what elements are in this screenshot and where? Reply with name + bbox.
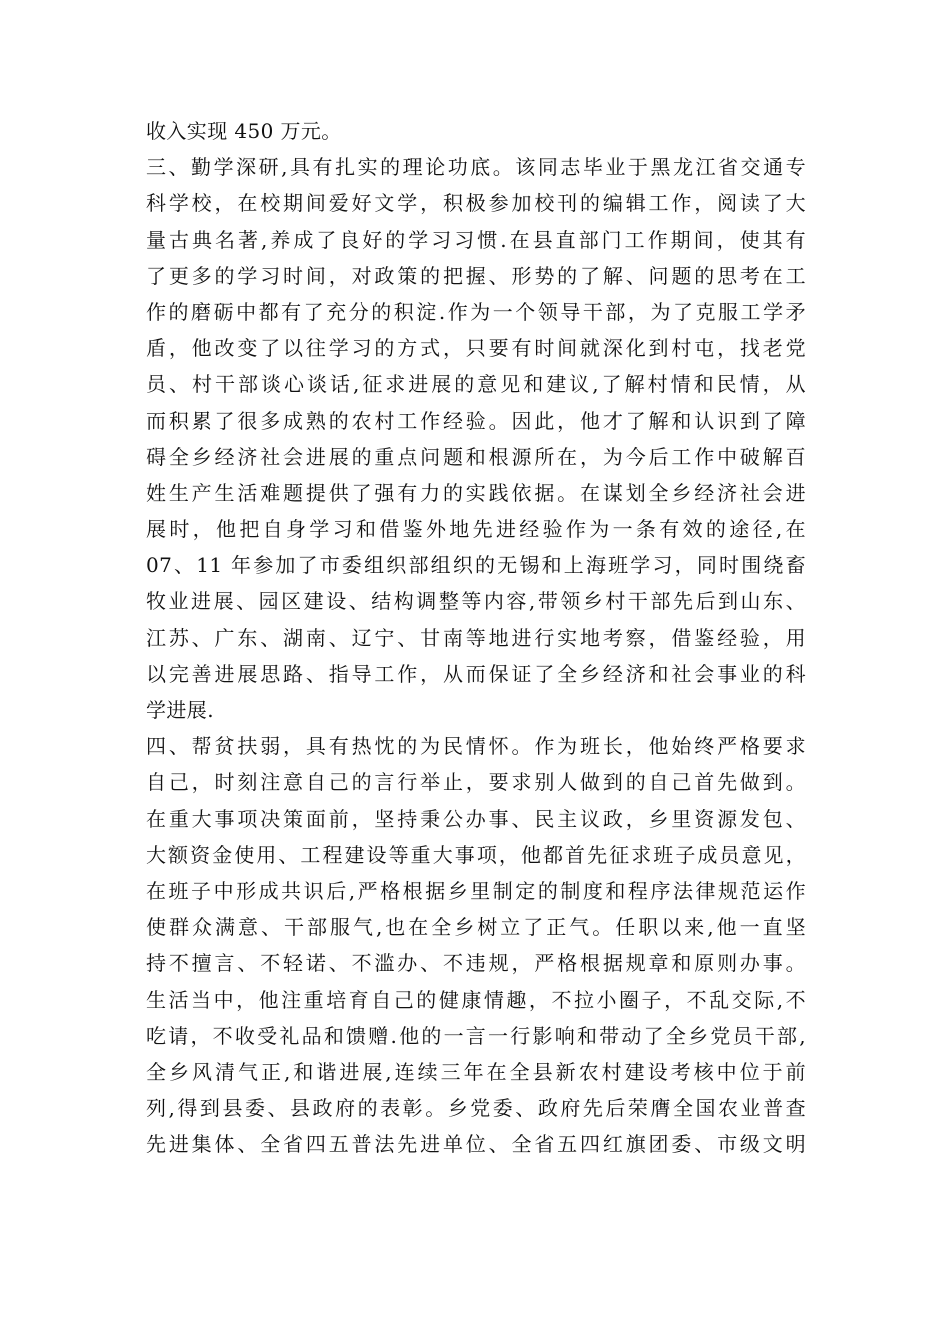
text-line-18: 四、帮贫扶弱，具有热忱的为民情怀。作为班长，他始终严格要求: [146, 734, 806, 759]
text-line-19: 自己，时刻注意自己的言行举止，要求别人做到的自己首先做到。: [146, 770, 806, 795]
text-line-25: 生活当中，他注重培育自己的健康情趣，不拉小圈子，不乱交际,不: [146, 987, 806, 1012]
text-line-3: 科学校，在校期间爱好文学，积极参加校刊的编辑工作，阅读了大: [146, 191, 806, 216]
text-line-24: 持不擅言、不轻诺、不滥办、不违规，严格根据规章和原则办事。: [146, 951, 806, 976]
text-line-9: 而积累了很多成熟的农村工作经验。因此，他才了解和认识到了障: [146, 408, 806, 433]
text-line-27: 全乡风清气正,和谐进展,连续三年在全县新农村建设考核中位于前: [146, 1059, 806, 1084]
text-line-2: 三、勤学深研,具有扎实的理论功底。该同志毕业于黑龙江省交通专: [146, 155, 806, 180]
document-page: [146, 113, 806, 1162]
text-line-6: 作的磨砺中都有了充分的积淀.作为一个领导干部，为了克服工学矛: [146, 299, 806, 324]
text-line-16: 以完善进展思路、指导工作，从而保证了全乡经济和社会事业的科: [146, 661, 806, 686]
text-line-4: 量古典名著,养成了良好的学习习惯.在县直部门工作期间，使其有: [146, 227, 806, 252]
text-line-11: 姓生产生活难题提供了强有力的实践依据。在谋划全乡经济社会进: [146, 480, 806, 505]
text-line-26: 吃请，不收受礼品和馈赠.他的一言一行影响和带动了全乡党员干部,: [146, 1023, 806, 1048]
text-line-8: 员、村干部谈心谈话,征求进展的意见和建议,了解村情和民情，从: [146, 372, 806, 397]
text-line-17: 学进展.: [146, 698, 214, 722]
text-line-20: 在重大事项决策面前，坚持秉公办事、民主议政，乡里资源发包、: [146, 806, 806, 831]
text-line-29: 先进集体、全省四五普法先进单位、全省五四红旗团委、市级文明: [146, 1132, 806, 1157]
text-line-21: 大额资金使用、工程建设等重大事项，他都首先征求班子成员意见，: [146, 842, 806, 867]
text-line-12: 展时，他把自身学习和借鉴外地先进经验作为一条有效的途径,在: [146, 517, 806, 542]
text-line-28: 列,得到县委、县政府的表彰。乡党委、政府先后荣膺全国农业普查: [146, 1096, 806, 1121]
text-line-13: 07、11 年参加了市委组织部组织的无锡和上海班学习，同时围绕畜: [146, 553, 806, 578]
text-line-14: 牧业进展、园区建设、结构调整等内容,带领乡村干部先后到山东、: [146, 589, 806, 614]
text-line-22: 在班子中形成共识后,严格根据乡里制定的制度和程序法律规范运作: [146, 878, 806, 903]
text-line-7: 盾，他改变了以往学习的方式，只要有时间就深化到村屯，找老党: [146, 336, 806, 361]
text-line-5: 了更多的学习时间，对政策的把握、形势的了解、问题的思考在工: [146, 263, 806, 288]
text-line-10: 碍全乡经济社会进展的重点问题和根源所在，为今后工作中破解百: [146, 444, 806, 469]
text-line-1: 收入实现 450 万元。: [146, 119, 342, 143]
text-line-15: 江苏、广东、湖南、辽宁、甘南等地进行实地考察，借鉴经验，用: [146, 625, 806, 650]
text-line-23: 使群众满意、干部服气,也在全乡树立了正气。任职以来,他一直坚: [146, 915, 806, 940]
